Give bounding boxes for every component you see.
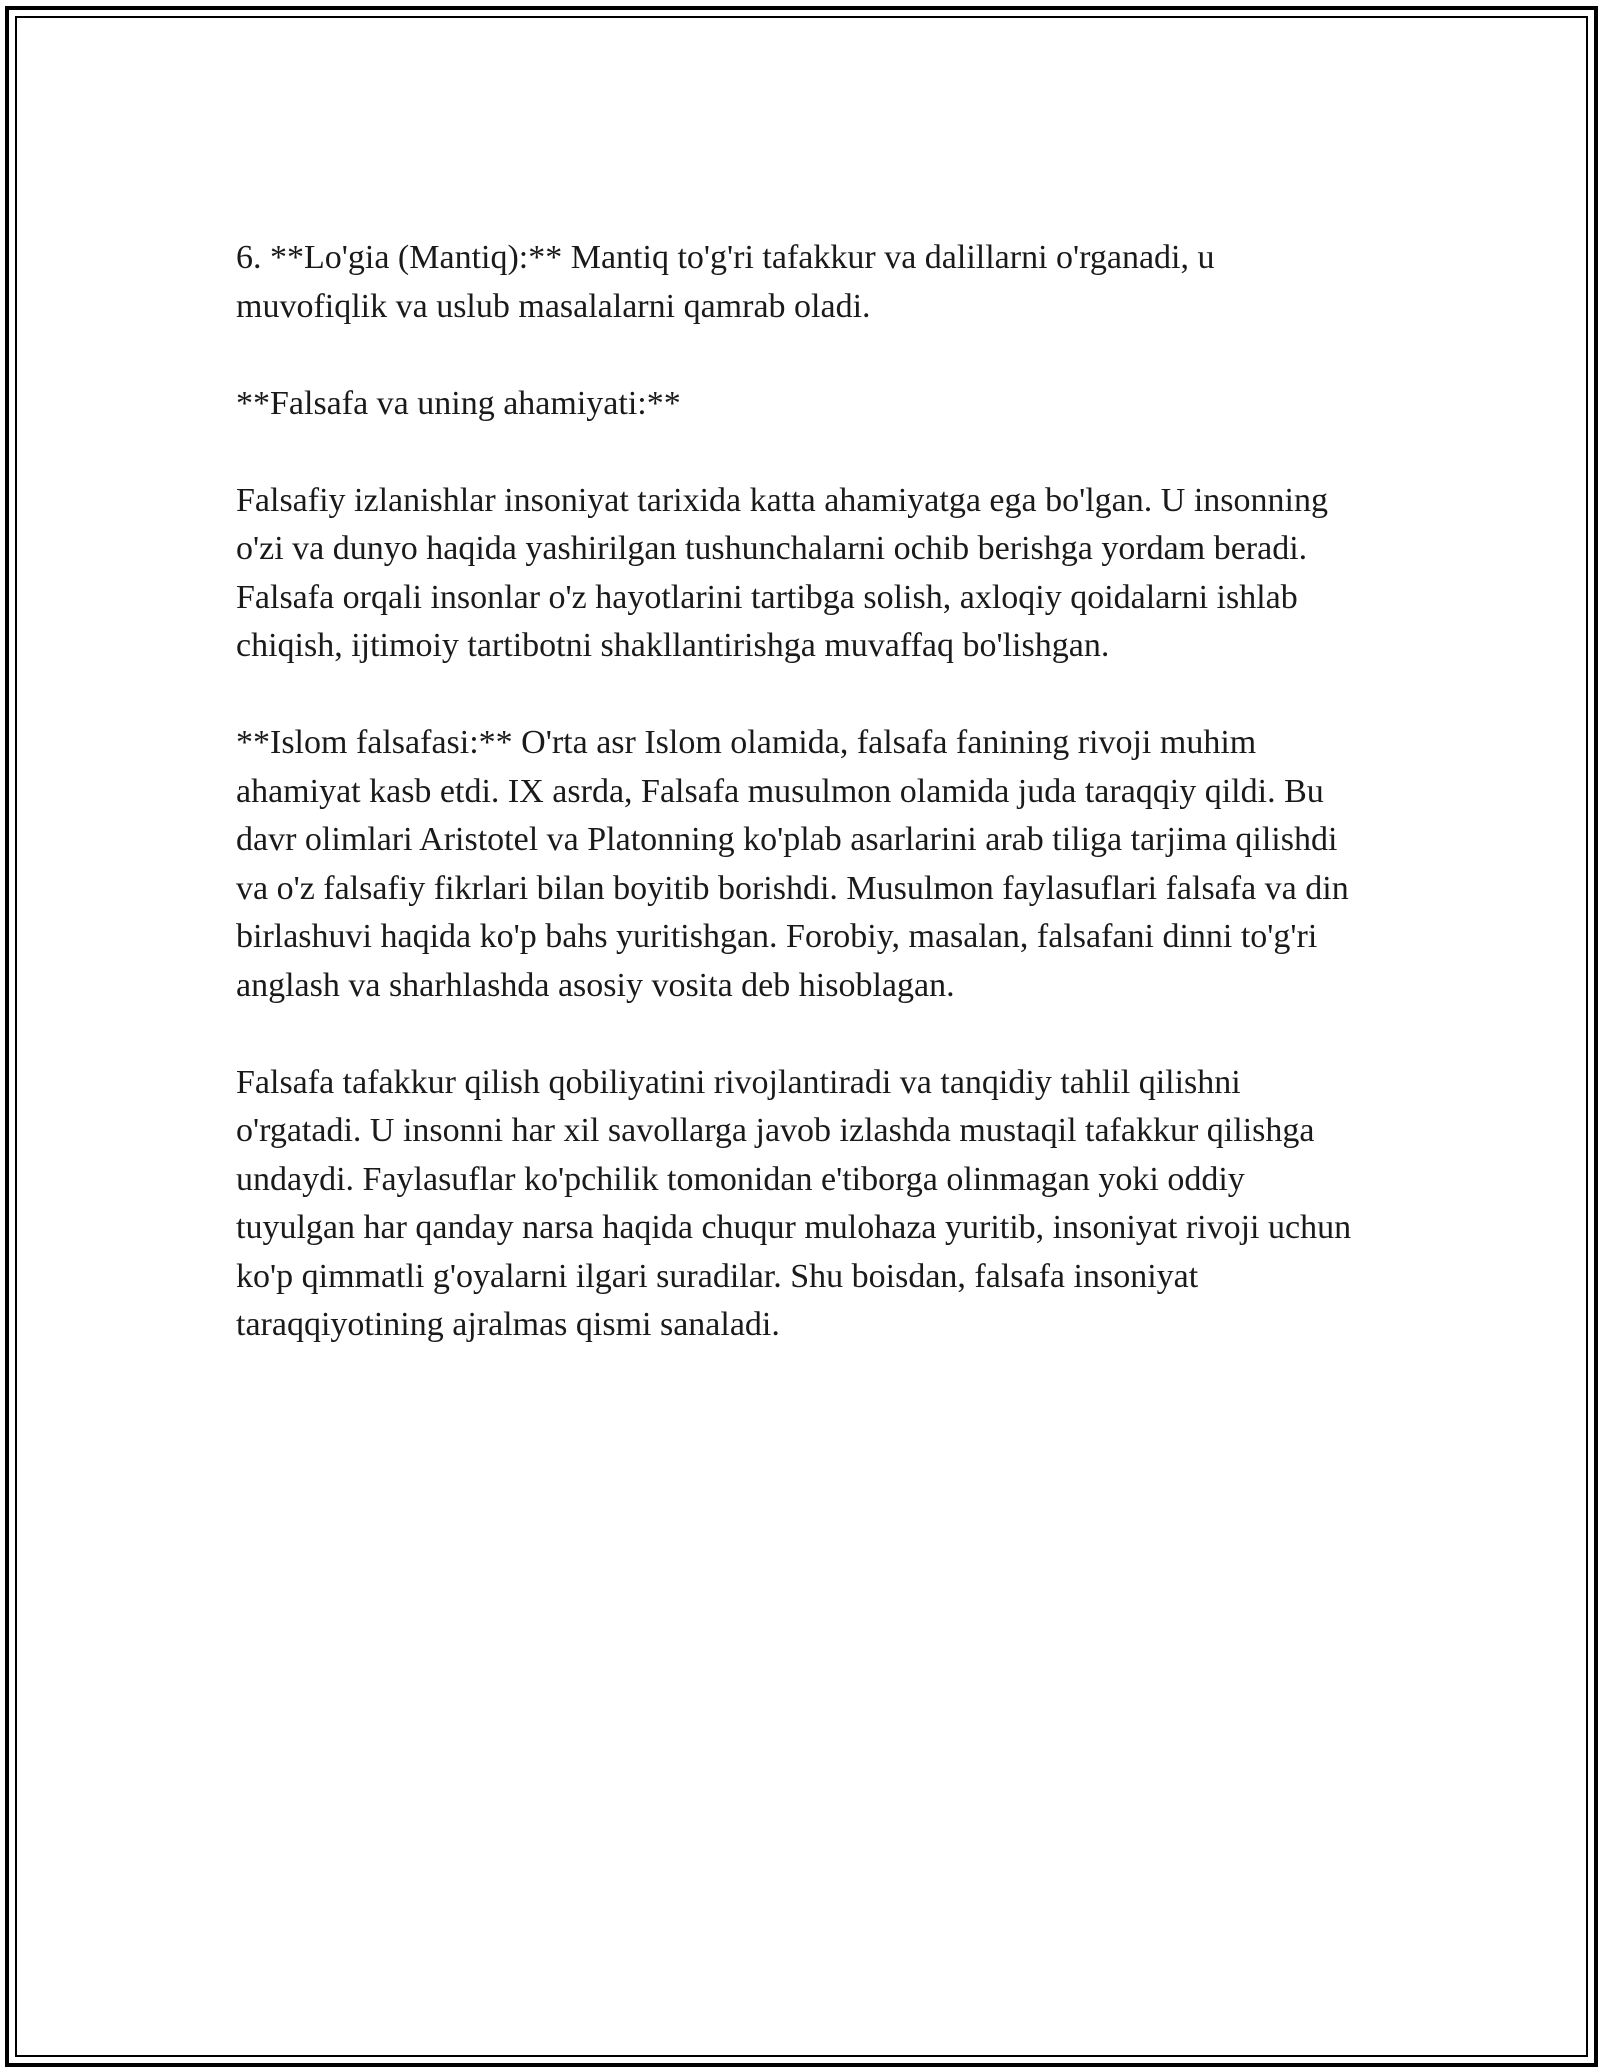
- section-heading-philosophy-importance: **Falsafa va uning ahamiyati:**: [236, 384, 681, 422]
- paragraph-logic: 6. **Lo'gia (Mantiq):** Mantiq to'g'ri tafakkur va dalillarni o'rganadi, u muvofiqlik va uslub masalalarni qamrab oladi.: [236, 239, 1215, 325]
- paragraph-philosophy-thinking: Falsafa tafakkur qilish qobiliyatini rivojlantiradi va tanqidiy tahlil qilishni o'rgatadi. U insonni har xil savollarga javob izlashda mustaqil tafakkur qilishga undaydi. Faylasuflar ko'pchilik tomonidan e'tiborga olinmagan yoki oddiy tuyulgan har qanday narsa haqida chuqur mulohaza yuritib, insoniyat rivoji uchun ko'p qimmatli g'oyalarni ilgari suradilar. Shu boisdan, falsafa insoniyat taraqqiyotining ajralmas qismi sanaladi.: [236, 1063, 1352, 1343]
- paragraph-islamic-philosophy: **Islom falsafasi:** O'rta asr Islom olamida, falsafa fanining rivoji muhim ahamiyat kasb etdi. IX asrda, Falsafa musulmon olamida juda taraqqiy qildi. Bu davr olimlari Aristotel va Platonning ko'plab asarlarini arab tiliga tarjima qilishdi va o'z falsafiy fikrlari bilan boyitib borishdi. Musulmon faylasuflari falsafa va din birlashuvi haqida ko'p bahs yuritishgan. Forobiy, masalan, falsafani dinni to'g'ri anglash va sharhlashda asosiy vosita deb hisoblagan.: [236, 724, 1349, 1004]
- document-body: [236, 234, 1366, 1398]
- paragraph-philosophy-importance: Falsafiy izlanishlar insoniyat tarixida katta ahamiyatga ega bo'lgan. U insonning o'zi va dunyo haqida yashirilgan tushunchalarni ochib berishga yordam beradi. Falsafa orqali insonlar o'z hayotlarini tartibga solish, axloqiy qoidalarni ishlab chiqish, ijtimoiy tartibotni shakllantirishga muvaffaq bo'lishgan.: [236, 481, 1328, 664]
